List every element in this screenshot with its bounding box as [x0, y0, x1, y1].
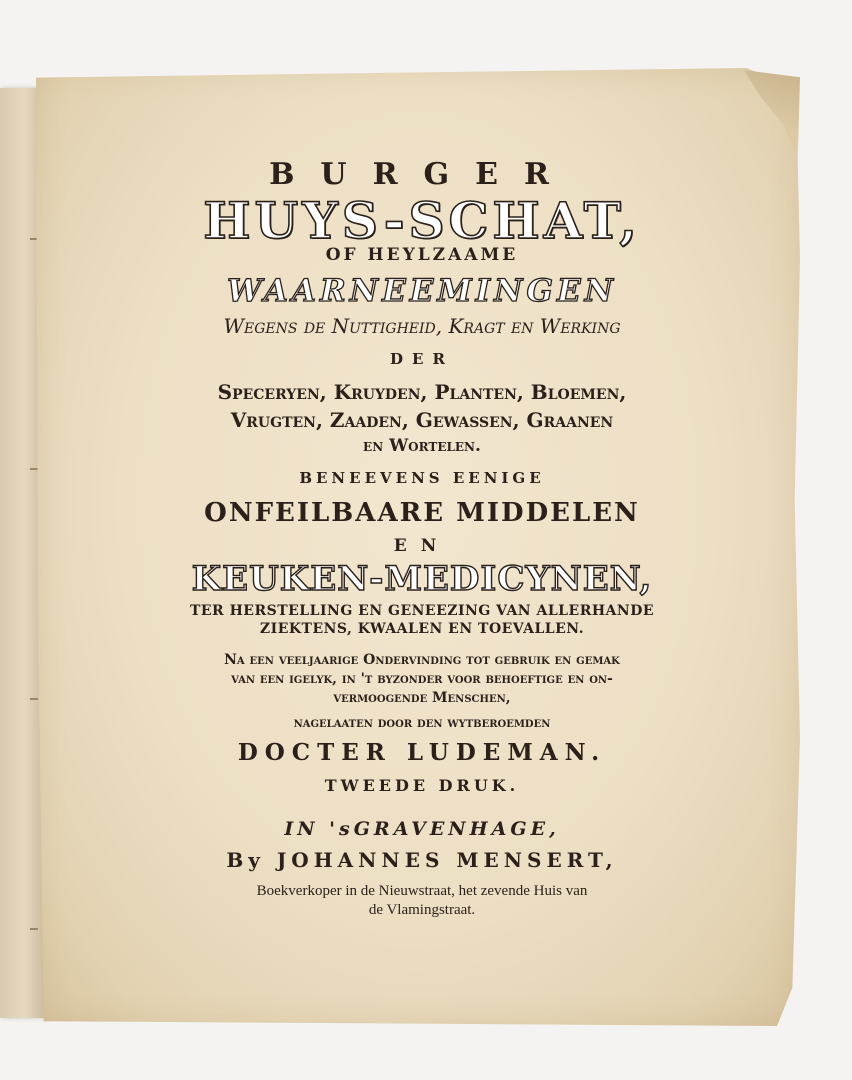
- text-vermoogende: vermoogende Menschen,: [333, 690, 511, 706]
- binding-stitch: [30, 468, 38, 470]
- title-page-text: [40, 0, 804, 1080]
- text-na-een: Na een veeljaarige Ondervinding tot gebruik en gemak: [224, 652, 620, 668]
- binding-stitch: [30, 698, 38, 700]
- text-ter-herstelling: TER HERSTELLING EN GENEEZING VAN ALLERHANDE: [189, 603, 655, 619]
- word-en: EN: [393, 536, 451, 556]
- title-waarneemingen: WAARNEEMINGEN: [227, 273, 617, 309]
- list-wortelen: en Wortelen.: [363, 436, 481, 456]
- author-docter-ludeman: DOCTER LUDEMAN.: [237, 739, 607, 766]
- list-speceryen: Speceryen, Kruyden, Planten, Bloemen,: [217, 380, 627, 404]
- place-sgravenhage: IN 'sGRAVENHAGE,: [284, 818, 560, 840]
- text-nagelaaten: nagelaaten door den wytberoemden: [293, 715, 551, 731]
- subtitle-wegens: Wegens de Nuttigheid, Kragt en Werking: [223, 314, 621, 338]
- title-huys-schat: HUYS-SCHAT,: [203, 191, 641, 250]
- word-der: DER: [390, 350, 454, 368]
- publisher-mensert: By JOHANNES MENSERT,: [226, 848, 618, 872]
- subtitle-heylzaame: OF HEYLZAAME: [325, 245, 519, 265]
- title-burger: BURGER: [269, 157, 575, 192]
- text-ziektens: ZIEKTENS, KWAALEN EN TOEVALLEN.: [259, 621, 585, 637]
- publisher-address-cont: de Vlamingstraat.: [368, 902, 476, 918]
- text-van-een: van een igelyk, in 't byzonder voor behoeftige en on-: [231, 671, 613, 687]
- publisher-address: Boekverkoper in de Nieuwstraat, het zevende Huis van: [256, 883, 588, 899]
- text-beneevens: BENEEVENS EENIGE: [299, 469, 545, 487]
- edition-tweede-druk: TWEEDE DRUK.: [324, 776, 520, 795]
- binding-stitch: [30, 928, 38, 930]
- heading-onfeilbaare-middelen: ONFEILBAARE MIDDELEN: [204, 498, 640, 528]
- list-vrugten: Vrugten, Zaaden, Gewassen, Graanen: [230, 408, 614, 432]
- heading-keuken-medicynen: KEUKEN-MEDICYNEN,: [191, 559, 653, 599]
